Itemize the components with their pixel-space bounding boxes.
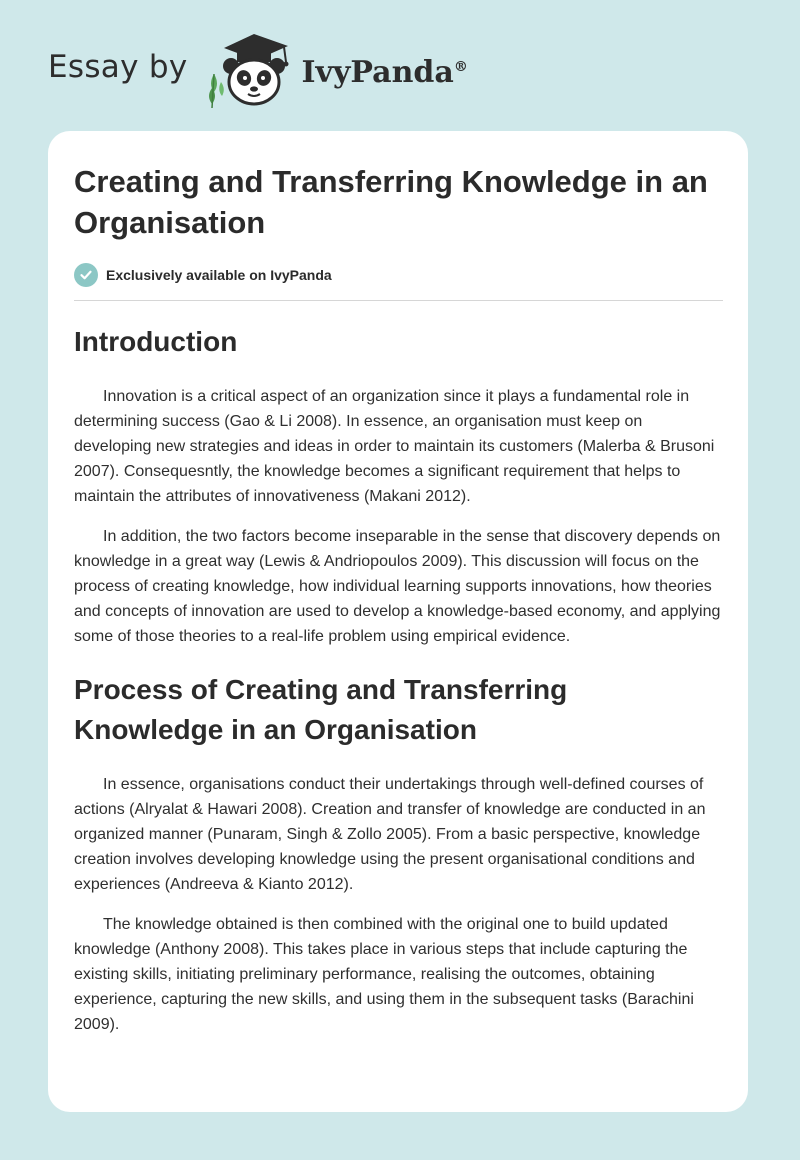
- essay-by-label: Essay by: [48, 49, 188, 85]
- paragraph: The knowledge obtained is then combined with the original one to build updated knowledge (Anthony 2008). This takes place in various steps that include capturing the existing skills, initiating preliminary performance, realising the outcomes, obtaining experience, capturing the new skills, and using them in the subsequent tasks (Barachini 2009).: [74, 916, 694, 1033]
- paragraph: In essence, organisations conduct their undertakings through well-defined courses of actions (Alryalat & Hawari 2008). Creation and transfer of knowledge are conducted in an organized manner (Punaram, Singh & Zollo 2005). From a basic perspective, knowledge creation involves developing knowledge using the present organisational conditions and experiences (Andreeva & Kianto 2012).: [74, 776, 706, 893]
- essay-content: [74, 161, 723, 1037]
- site-header: [48, 30, 468, 110]
- brand-name[interactable]: IvyPanda®: [301, 54, 468, 90]
- paragraph: In addition, the two factors become inseparable in the sense that discovery depends on knowledge in a great way (Lewis & Andriopoulos 2009). This discussion will focus on the process of creating knowledge, how individual learning supports innovations, how theories and concepts of innovation are used to develop a knowledge-based economy, and applying some of those theories to a real-life problem using empirical evidence.: [74, 528, 721, 645]
- essay-card: [48, 131, 748, 1112]
- paragraph: Innovation is a critical aspect of an organization since it plays a fundamental role in determining success (Gao & Li 2008). In essence, an organisation must keep on developing new strategies and ideas in order to maintain its customers (Malerba & Brusoni 2007). Consequesntly, the knowledge becomes a significant requirement that helps to maintain the attributes of innovativeness (Makani 2012).: [74, 388, 715, 505]
- divider: [74, 300, 723, 301]
- badge-text: Exclusively available on IvyPanda: [106, 267, 332, 283]
- ivypanda-logo-icon[interactable]: [204, 30, 300, 110]
- registered-mark: ®: [453, 58, 468, 75]
- check-circle-icon: [74, 263, 98, 287]
- exclusive-badge: [74, 263, 723, 287]
- section-heading-process: Process of Creating and Transferring Knowledge in an Organisation: [74, 674, 568, 745]
- page-title: Creating and Transferring Knowledge in an Organisation: [74, 164, 708, 240]
- section-heading-introduction: Introduction: [74, 326, 238, 357]
